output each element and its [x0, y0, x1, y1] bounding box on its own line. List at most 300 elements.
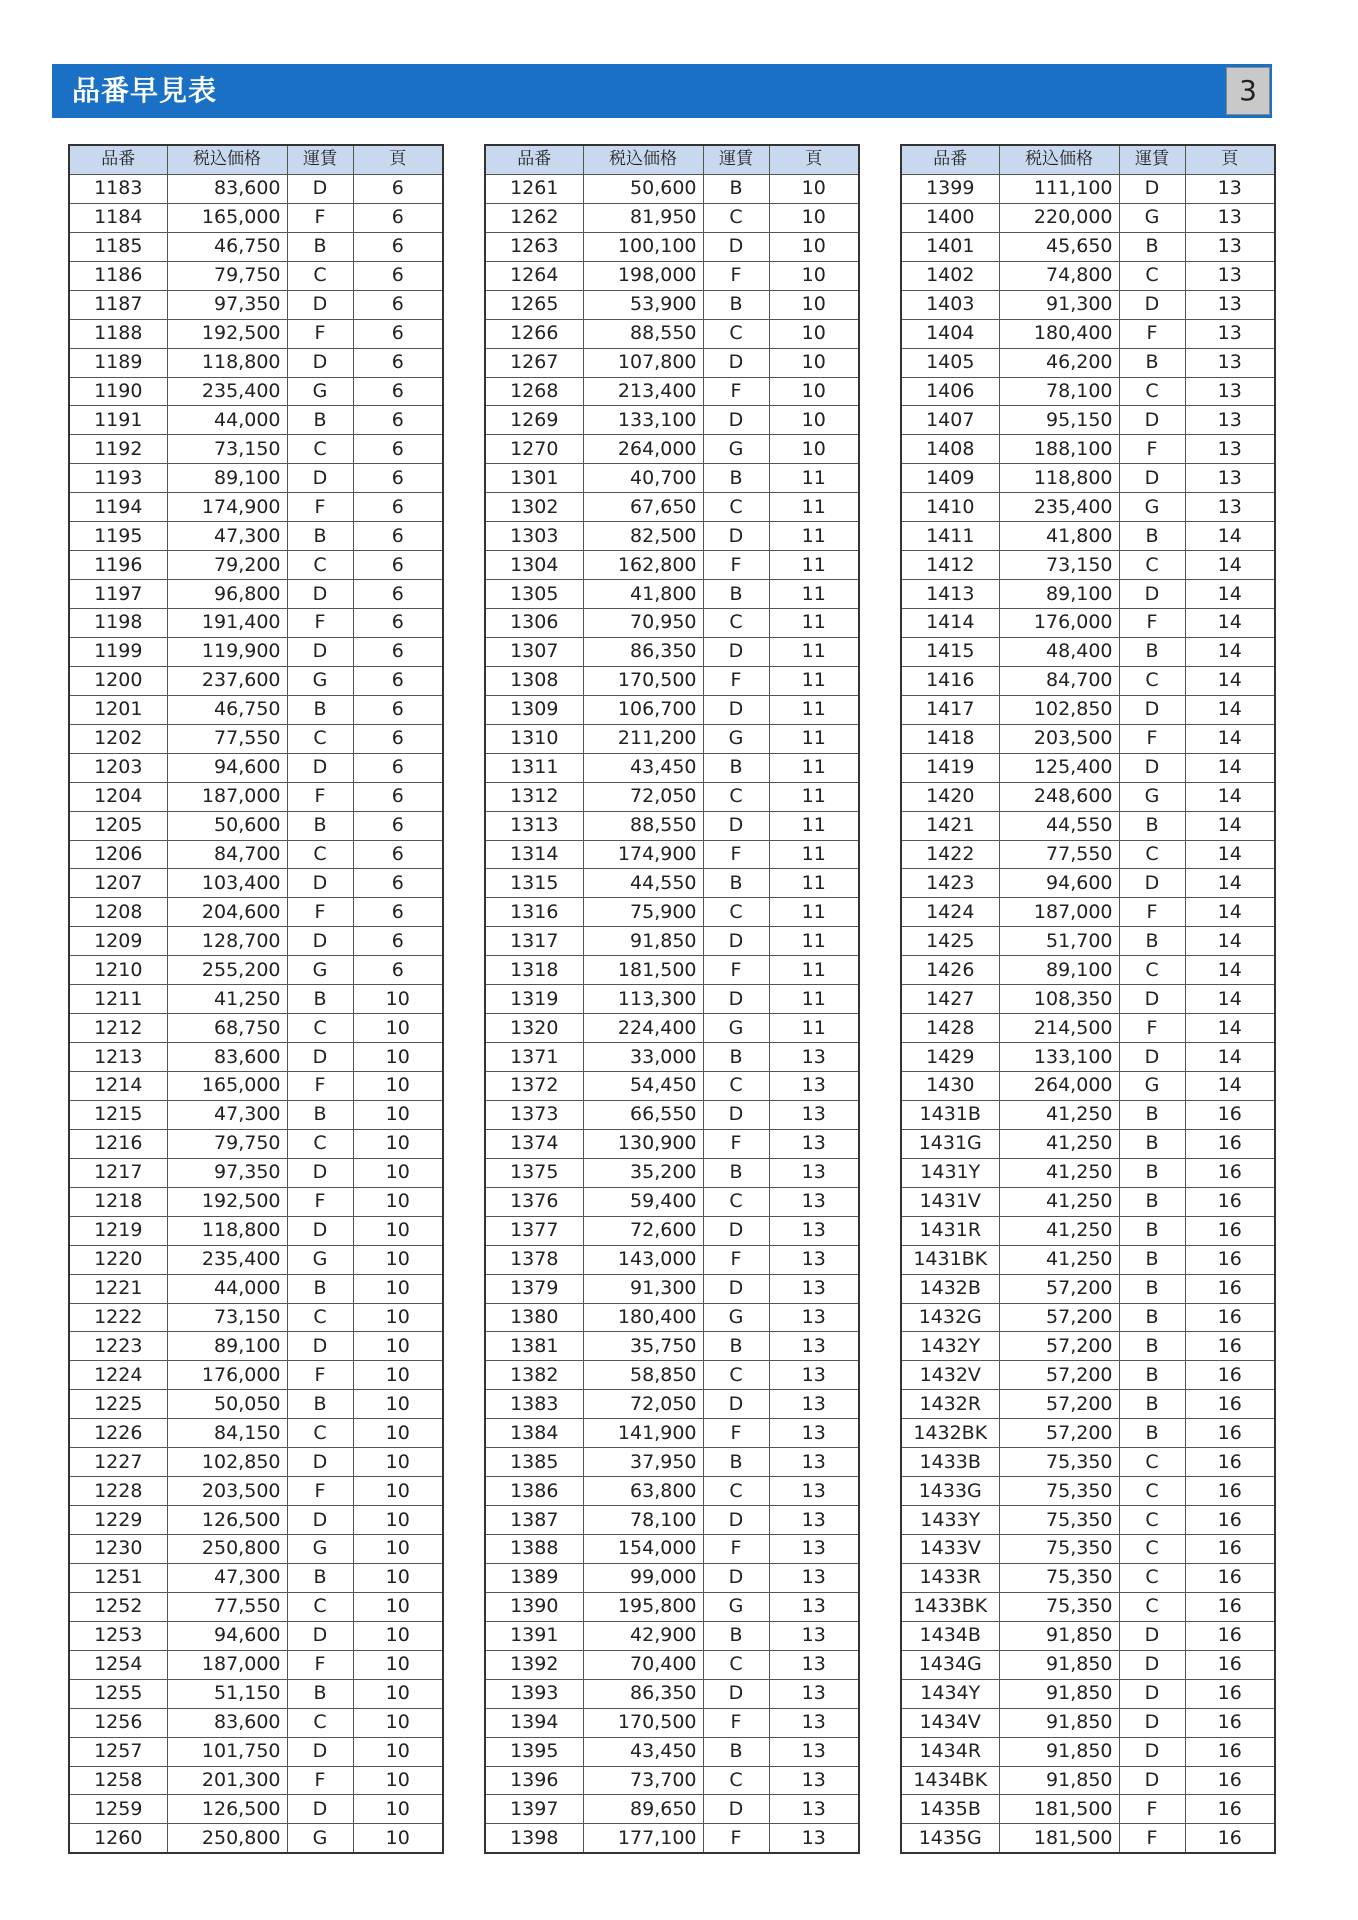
part-number-cell: 1320: [485, 1014, 583, 1043]
table-row: [69, 724, 443, 753]
price-cell: 35,200: [583, 1158, 703, 1187]
price-cell: 91,850: [999, 1708, 1119, 1737]
shipping-cell: C: [703, 493, 769, 522]
page-cell: 10: [353, 1100, 443, 1129]
table-row: [485, 1014, 859, 1043]
page-cell: 13: [1185, 319, 1275, 348]
page-cell: 16: [1185, 1506, 1275, 1535]
part-number-cell: 1221: [69, 1274, 167, 1303]
page-cell: 11: [769, 898, 859, 927]
price-cell: 91,300: [583, 1274, 703, 1303]
table-row: [901, 261, 1275, 290]
price-cell: 59,400: [583, 1187, 703, 1216]
price-cell: 91,850: [583, 927, 703, 956]
price-cell: 77,550: [167, 724, 287, 753]
page-cell: 14: [1185, 551, 1275, 580]
page-cell: 10: [353, 1506, 443, 1535]
table-row: [485, 1043, 859, 1072]
page-cell: 13: [769, 1795, 859, 1824]
price-cell: 154,000: [583, 1535, 703, 1564]
part-number-cell: 1421: [901, 811, 999, 840]
price-cell: 96,800: [167, 580, 287, 609]
page-cell: 6: [353, 435, 443, 464]
table-row: [901, 985, 1275, 1014]
price-cell: 77,550: [167, 1592, 287, 1621]
part-number-cell: 1431B: [901, 1100, 999, 1129]
page-cell: 13: [769, 1332, 859, 1361]
page-cell: 13: [769, 1737, 859, 1766]
table-row: [69, 666, 443, 695]
table-row: [901, 1072, 1275, 1101]
table-row: [901, 406, 1275, 435]
page-header: [52, 64, 1272, 118]
price-cell: 35,750: [583, 1332, 703, 1361]
shipping-cell: D: [1119, 1679, 1185, 1708]
page-cell: 10: [353, 1824, 443, 1853]
shipping-cell: D: [287, 1448, 353, 1477]
page-cell: 6: [353, 782, 443, 811]
page-cell: 13: [1185, 174, 1275, 203]
shipping-cell: C: [1119, 666, 1185, 695]
page-cell: 6: [353, 348, 443, 377]
price-cell: 89,100: [999, 580, 1119, 609]
shipping-cell: F: [287, 1477, 353, 1506]
price-cell: 235,400: [999, 493, 1119, 522]
shipping-cell: G: [703, 435, 769, 464]
page-cell: 14: [1185, 956, 1275, 985]
part-number-cell: 1385: [485, 1448, 583, 1477]
price-cell: 53,900: [583, 290, 703, 319]
page-cell: 11: [769, 724, 859, 753]
page-cell: 10: [769, 435, 859, 464]
shipping-cell: D: [1119, 695, 1185, 724]
part-number-cell: 1396: [485, 1766, 583, 1795]
table-row: [69, 1043, 443, 1072]
page-cell: 6: [353, 551, 443, 580]
shipping-cell: B: [287, 1390, 353, 1419]
shipping-cell: C: [287, 435, 353, 464]
shipping-cell: G: [287, 666, 353, 695]
part-number-cell: 1431R: [901, 1216, 999, 1245]
table-row: [901, 1245, 1275, 1274]
price-cell: 84,700: [167, 840, 287, 869]
part-number-cell: 1255: [69, 1679, 167, 1708]
table-row: [485, 290, 859, 319]
shipping-cell: B: [1119, 522, 1185, 551]
page-cell: 11: [769, 695, 859, 724]
table-row: [901, 551, 1275, 580]
price-cell: 203,500: [999, 724, 1119, 753]
page-cell: 10: [353, 1129, 443, 1158]
table-row: [901, 522, 1275, 551]
page-cell: 10: [353, 1216, 443, 1245]
price-cell: 211,200: [583, 724, 703, 753]
shipping-cell: C: [703, 1072, 769, 1101]
shipping-cell: B: [287, 811, 353, 840]
part-number-cell: 1393: [485, 1679, 583, 1708]
shipping-cell: D: [1119, 174, 1185, 203]
shipping-cell: B: [703, 869, 769, 898]
table-row: [69, 1592, 443, 1621]
shipping-cell: F: [703, 551, 769, 580]
table-row: [901, 1650, 1275, 1679]
price-cell: 203,500: [167, 1477, 287, 1506]
page-cell: 6: [353, 493, 443, 522]
shipping-cell: B: [1119, 1245, 1185, 1274]
table-row: [901, 1506, 1275, 1535]
shipping-cell: B: [1119, 1216, 1185, 1245]
part-number-cell: 1225: [69, 1390, 167, 1419]
table-row: [69, 1795, 443, 1824]
table-row: [901, 609, 1275, 638]
shipping-cell: F: [703, 1419, 769, 1448]
shipping-cell: G: [1119, 493, 1185, 522]
table-row: [901, 1592, 1275, 1621]
price-cell: 57,200: [999, 1390, 1119, 1419]
shipping-cell: C: [703, 609, 769, 638]
table-row: [69, 1332, 443, 1361]
page-cell: 10: [769, 261, 859, 290]
page-cell: 16: [1185, 1650, 1275, 1679]
shipping-cell: B: [703, 290, 769, 319]
price-cell: 41,250: [999, 1245, 1119, 1274]
page-cell: 11: [769, 985, 859, 1014]
shipping-cell: F: [703, 261, 769, 290]
price-cell: 133,100: [999, 1043, 1119, 1072]
shipping-cell: B: [1119, 927, 1185, 956]
table-row: [69, 1448, 443, 1477]
page-cell: 14: [1185, 1043, 1275, 1072]
table-row: [485, 1129, 859, 1158]
part-number-cell: 1431V: [901, 1187, 999, 1216]
shipping-cell: B: [703, 1448, 769, 1477]
page-cell: 16: [1185, 1535, 1275, 1564]
page-cell: 13: [769, 1361, 859, 1390]
page-cell: 13: [769, 1419, 859, 1448]
shipping-cell: F: [287, 319, 353, 348]
shipping-cell: D: [703, 1274, 769, 1303]
price-cell: 165,000: [167, 203, 287, 232]
header-shipping: 運賃: [1119, 145, 1185, 174]
page-cell: 11: [769, 637, 859, 666]
shipping-cell: B: [287, 1563, 353, 1592]
part-number-cell: 1188: [69, 319, 167, 348]
table-row: [901, 464, 1275, 493]
shipping-cell: F: [287, 1072, 353, 1101]
table-row: [485, 927, 859, 956]
price-cell: 41,250: [999, 1216, 1119, 1245]
table-row: [901, 666, 1275, 695]
part-number-cell: 1307: [485, 637, 583, 666]
part-number-cell: 1379: [485, 1274, 583, 1303]
price-cell: 187,000: [999, 898, 1119, 927]
table-row: [901, 1129, 1275, 1158]
shipping-cell: C: [703, 1187, 769, 1216]
part-number-cell: 1269: [485, 406, 583, 435]
page-cell: 16: [1185, 1708, 1275, 1737]
part-number-cell: 1375: [485, 1158, 583, 1187]
quick-table-3: [900, 144, 1276, 1854]
part-number-cell: 1185: [69, 232, 167, 261]
page-cell: 16: [1185, 1795, 1275, 1824]
shipping-cell: G: [287, 1824, 353, 1853]
part-number-cell: 1218: [69, 1187, 167, 1216]
part-number-cell: 1311: [485, 753, 583, 782]
shipping-cell: C: [1119, 1477, 1185, 1506]
shipping-cell: C: [703, 782, 769, 811]
table-row: [69, 956, 443, 985]
header-price: 税込価格: [999, 145, 1119, 174]
part-number-cell: 1435B: [901, 1795, 999, 1824]
part-number-cell: 1394: [485, 1708, 583, 1737]
page-cell: 6: [353, 232, 443, 261]
part-number-cell: 1378: [485, 1245, 583, 1274]
page-cell: 10: [769, 377, 859, 406]
shipping-cell: B: [287, 406, 353, 435]
shipping-cell: G: [703, 724, 769, 753]
page-cell: 13: [769, 1506, 859, 1535]
page-cell: 14: [1185, 898, 1275, 927]
price-cell: 108,350: [999, 985, 1119, 1014]
table-row: [485, 348, 859, 377]
price-cell: 57,200: [999, 1419, 1119, 1448]
part-number-cell: 1432BK: [901, 1419, 999, 1448]
table-row: [485, 1824, 859, 1853]
header-part-number: 品番: [485, 145, 583, 174]
shipping-cell: C: [287, 551, 353, 580]
price-cell: 235,400: [167, 377, 287, 406]
table-row: [69, 1361, 443, 1390]
shipping-cell: F: [287, 1766, 353, 1795]
part-number-cell: 1429: [901, 1043, 999, 1072]
quick-table-1: [68, 144, 444, 1854]
part-number-cell: 1317: [485, 927, 583, 956]
page-cell: 16: [1185, 1303, 1275, 1332]
table-row: [69, 695, 443, 724]
shipping-cell: D: [1119, 753, 1185, 782]
part-number-cell: 1408: [901, 435, 999, 464]
page-cell: 6: [353, 898, 443, 927]
page-cell: 13: [769, 1679, 859, 1708]
part-number-cell: 1432B: [901, 1274, 999, 1303]
part-number-cell: 1213: [69, 1043, 167, 1072]
shipping-cell: D: [287, 1043, 353, 1072]
price-cell: 126,500: [167, 1506, 287, 1535]
page-cell: 14: [1185, 840, 1275, 869]
price-cell: 75,350: [999, 1477, 1119, 1506]
page-cell: 6: [353, 174, 443, 203]
price-cell: 107,800: [583, 348, 703, 377]
page-cell: 13: [769, 1448, 859, 1477]
price-cell: 50,050: [167, 1390, 287, 1419]
page-number: 3: [1226, 67, 1270, 115]
page-cell: 13: [769, 1100, 859, 1129]
shipping-cell: C: [703, 319, 769, 348]
page-cell: 10: [769, 174, 859, 203]
page-cell: 10: [353, 1535, 443, 1564]
page-cell: 13: [1185, 232, 1275, 261]
page-cell: 14: [1185, 609, 1275, 638]
price-cell: 57,200: [999, 1332, 1119, 1361]
price-cell: 41,250: [999, 1187, 1119, 1216]
table-row: [901, 319, 1275, 348]
price-cell: 237,600: [167, 666, 287, 695]
shipping-cell: B: [1119, 1303, 1185, 1332]
price-cell: 79,750: [167, 261, 287, 290]
page-cell: 6: [353, 666, 443, 695]
shipping-cell: D: [287, 1506, 353, 1535]
part-number-cell: 1230: [69, 1535, 167, 1564]
shipping-cell: F: [703, 377, 769, 406]
price-cell: 51,150: [167, 1679, 287, 1708]
price-cell: 83,600: [167, 1708, 287, 1737]
price-cell: 99,000: [583, 1563, 703, 1592]
part-number-cell: 1389: [485, 1563, 583, 1592]
table-row: [901, 1361, 1275, 1390]
table-row: [69, 637, 443, 666]
price-cell: 97,350: [167, 1158, 287, 1187]
part-number-cell: 1372: [485, 1072, 583, 1101]
part-number-cell: 1265: [485, 290, 583, 319]
shipping-cell: B: [1119, 1390, 1185, 1419]
part-number-cell: 1306: [485, 609, 583, 638]
price-cell: 191,400: [167, 609, 287, 638]
shipping-cell: F: [287, 1361, 353, 1390]
part-number-cell: 1416: [901, 666, 999, 695]
table-row: [485, 232, 859, 261]
price-cell: 198,000: [583, 261, 703, 290]
page-cell: 16: [1185, 1592, 1275, 1621]
price-cell: 102,850: [999, 695, 1119, 724]
page-cell: 10: [353, 1332, 443, 1361]
price-cell: 235,400: [167, 1245, 287, 1274]
page-cell: 11: [769, 464, 859, 493]
table-row: [901, 1043, 1275, 1072]
part-number-cell: 1426: [901, 956, 999, 985]
price-cell: 125,400: [999, 753, 1119, 782]
part-number-cell: 1222: [69, 1303, 167, 1332]
page-cell: 11: [769, 782, 859, 811]
part-number-cell: 1422: [901, 840, 999, 869]
part-number-cell: 1434R: [901, 1737, 999, 1766]
shipping-cell: D: [1119, 464, 1185, 493]
table-row: [901, 869, 1275, 898]
shipping-cell: C: [287, 724, 353, 753]
price-cell: 180,400: [999, 319, 1119, 348]
page-cell: 10: [353, 1187, 443, 1216]
price-cell: 37,950: [583, 1448, 703, 1477]
table-row: [485, 782, 859, 811]
page-cell: 16: [1185, 1477, 1275, 1506]
price-cell: 174,900: [583, 840, 703, 869]
part-number-cell: 1384: [485, 1419, 583, 1448]
table-row: [485, 1766, 859, 1795]
price-cell: 75,350: [999, 1592, 1119, 1621]
shipping-cell: D: [1119, 406, 1185, 435]
price-cell: 195,800: [583, 1592, 703, 1621]
price-cell: 40,700: [583, 464, 703, 493]
part-number-cell: 1434BK: [901, 1766, 999, 1795]
shipping-cell: B: [287, 232, 353, 261]
shipping-cell: D: [287, 1332, 353, 1361]
part-number-cell: 1432V: [901, 1361, 999, 1390]
part-number-cell: 1304: [485, 551, 583, 580]
part-number-cell: 1264: [485, 261, 583, 290]
part-number-cell: 1226: [69, 1419, 167, 1448]
table-row: [485, 1390, 859, 1419]
price-cell: 73,150: [167, 435, 287, 464]
table-row: [485, 695, 859, 724]
price-cell: 118,800: [999, 464, 1119, 493]
shipping-cell: B: [703, 753, 769, 782]
shipping-cell: B: [287, 985, 353, 1014]
table-row: [901, 232, 1275, 261]
page-cell: 10: [353, 1448, 443, 1477]
price-cell: 214,500: [999, 1014, 1119, 1043]
page-cell: 10: [353, 1737, 443, 1766]
table-row: [485, 174, 859, 203]
shipping-cell: F: [1119, 898, 1185, 927]
part-number-cell: 1434V: [901, 1708, 999, 1737]
page-cell: 16: [1185, 1274, 1275, 1303]
table-row: [485, 1245, 859, 1274]
part-number-cell: 1254: [69, 1650, 167, 1679]
page-cell: 16: [1185, 1390, 1275, 1419]
shipping-cell: F: [703, 1824, 769, 1853]
part-number-cell: 1382: [485, 1361, 583, 1390]
header-price: 税込価格: [583, 145, 703, 174]
price-cell: 54,450: [583, 1072, 703, 1101]
shipping-cell: D: [287, 1737, 353, 1766]
shipping-cell: F: [1119, 1014, 1185, 1043]
part-number-cell: 1413: [901, 580, 999, 609]
part-number-cell: 1309: [485, 695, 583, 724]
table-row: [69, 1274, 443, 1303]
shipping-cell: B: [703, 1621, 769, 1650]
table-row: [485, 724, 859, 753]
table-row: [69, 1419, 443, 1448]
price-cell: 41,250: [999, 1100, 1119, 1129]
price-cell: 88,550: [583, 811, 703, 840]
price-cell: 177,100: [583, 1824, 703, 1853]
table-row: [485, 464, 859, 493]
table-row: [69, 1187, 443, 1216]
shipping-cell: G: [703, 1592, 769, 1621]
table-row: [901, 1158, 1275, 1187]
table-row: [69, 1563, 443, 1592]
part-number-cell: 1259: [69, 1795, 167, 1824]
price-cell: 45,650: [999, 232, 1119, 261]
part-number-cell: 1193: [69, 464, 167, 493]
page-cell: 11: [769, 811, 859, 840]
shipping-cell: C: [1119, 1448, 1185, 1477]
header-shipping: 運賃: [703, 145, 769, 174]
page-cell: 13: [769, 1535, 859, 1564]
price-cell: 51,700: [999, 927, 1119, 956]
shipping-cell: B: [1119, 1187, 1185, 1216]
shipping-cell: D: [703, 406, 769, 435]
table-row: [69, 261, 443, 290]
shipping-cell: G: [703, 1014, 769, 1043]
shipping-cell: B: [1119, 1274, 1185, 1303]
price-cell: 255,200: [167, 956, 287, 985]
part-number-cell: 1431Y: [901, 1158, 999, 1187]
table-row: [901, 1332, 1275, 1361]
table-row: [69, 1477, 443, 1506]
part-number-cell: 1404: [901, 319, 999, 348]
price-cell: 180,400: [583, 1303, 703, 1332]
table-row: [485, 1158, 859, 1187]
